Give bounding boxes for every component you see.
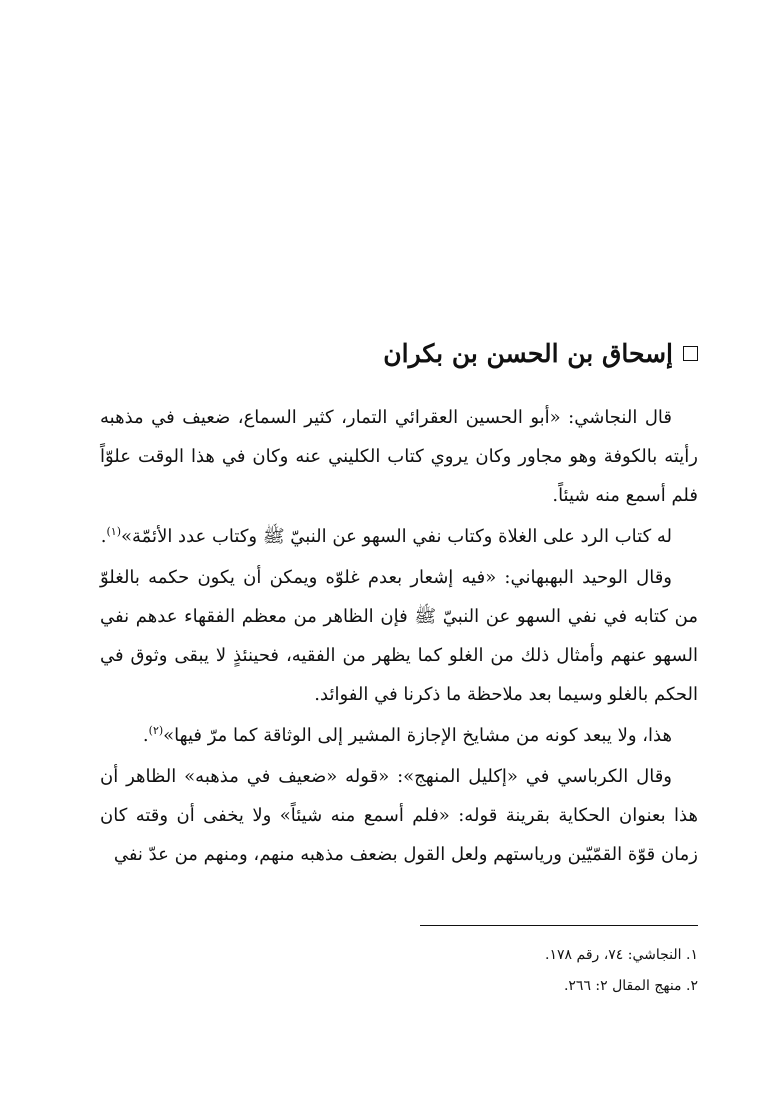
section-heading-title: إسحاق بن الحسن بن بكران [383,338,673,368]
footnote-ref-1-trail: . [100,526,107,547]
square-bullet-icon [683,346,698,361]
paragraph-najashi: قال النجاشي: «أبو الحسين العقرائي التمار، كثير السماع، ضعيف في مذهبه رأيته بالكوفة وهو مجاور وكان يروي كتاب الكليني عنه وكان في هذا الوقت علوّاً فلم أسمع منه شيئاً. [100,407,698,506]
paragraph-bahbahani: وقال الوحيد البهبهاني: «فيه إشعار بعدم غلوّه ويمكن أن يكون حكمه بالغلوّ من كتابه في نفي السهو عن النبيّ ﷺ فإن الظاهر من معظم الفقهاء عدهم نفي السهو عنهم وأمثال ذلك من الغلو كما يظهر من الفقيه، فحينئذٍ لا يبقى وثوق في الحكم بالغلو وسيما بعد ملاحظة ما ذكرنا في الفوائد. [100,567,698,705]
footnote-divider [420,925,698,926]
paragraph-books-text: له كتاب الرد على الغلاة وكتاب نفي السهو عن النبيّ ﷺ وكتاب عدد الأئمّة» [120,526,672,547]
main-text [100,330,698,874]
paragraph-books [100,517,698,556]
paragraph-karbasi: وقال الكرباسي في «إكليل المنهج»: «قوله «ضعيف في مذهبه» الظاهر أن هذا بعنوان الحكاية بقرينة قوله: «فلم أسمع منه شيئاً» ولا يخفى أن وقته كان زمان قوّة القمّيّين ورياستهم ولعل القول بضعف مذهبه منهم، ومنهم من عدّ نفي [100,766,698,865]
footnote-ref-2-trail: . [142,725,149,746]
paragraph-ijaza-text: هذا، ولا يبعد كونه من مشايخ الإجازة المشير إلى الوثاقة كما مرّ فيها» [163,725,672,746]
footnote-2: ٢. منهج المقال ٢: ٢٦٦. [563,978,698,994]
footnote-ref-1[interactable]: (١) [106,525,121,538]
footnote-1: ١. النجاشي: ٧٤، رقم ١٧٨. [545,947,698,963]
paragraph-ijaza [100,716,698,755]
footnote-ref-2[interactable]: (٢) [148,724,164,737]
section-heading [100,330,698,376]
footnotes [100,940,698,1002]
